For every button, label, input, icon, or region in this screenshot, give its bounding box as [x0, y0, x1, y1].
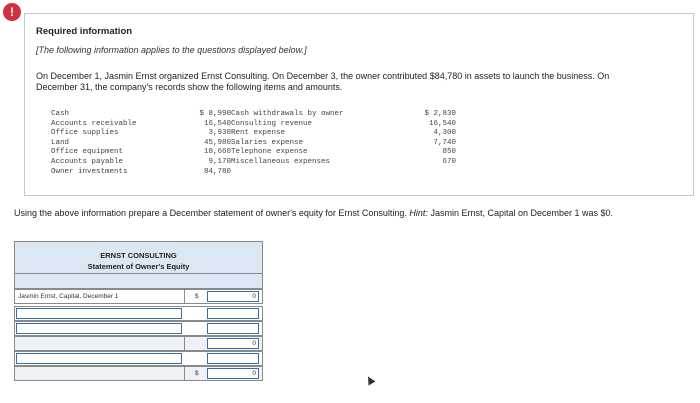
statement-header-gap [14, 274, 263, 289]
instructions-text: Using the above information prepare a December statement of owner's equity for Ernst Consulting. [14, 208, 410, 218]
ledger-item: Rent expense [231, 129, 286, 138]
ledger-item: Cash [51, 110, 70, 118]
ledger-value: 4,300 [433, 129, 456, 138]
statement-title: Statement of Owner's Equity [87, 262, 190, 271]
row-label-cell [15, 367, 185, 380]
required-information-card [24, 13, 694, 196]
ledger-item: Consulting revenue [231, 119, 313, 128]
ledger-value: $ 8,990 [199, 110, 231, 118]
statement-row [14, 321, 263, 336]
ledger-value: 84,780 [203, 167, 231, 176]
row-amount-cell [185, 352, 264, 365]
row-amount-cell [185, 290, 264, 303]
ledger-item: Accounts receivable [51, 119, 137, 128]
ledger-value: 3,930 [208, 129, 231, 138]
ledger-value: 16,540 [428, 119, 456, 128]
ledger-value: 16,540 [203, 119, 231, 128]
row-label: Jasmin Ernst, Capital, December 1 [18, 293, 119, 300]
ledger-value: 850 [442, 148, 456, 157]
ledger-item: Owner investments [51, 167, 128, 176]
info-title: Required information [36, 26, 133, 37]
instructions [14, 208, 614, 219]
row-amount-cell [185, 322, 264, 335]
amount-input[interactable] [207, 338, 259, 349]
ledger-item: Cash withdrawals by owner [231, 110, 344, 118]
amount-input[interactable] [207, 308, 259, 319]
ledger-value: 7,740 [433, 138, 456, 147]
row-amount-cell [185, 367, 264, 380]
ledger-right-values [411, 110, 456, 168]
ledger-value: $ 2,830 [424, 110, 456, 118]
alert-icon: ! [3, 3, 21, 21]
ledger-value: 45,980 [203, 138, 231, 147]
ledger-item: Miscellaneous expenses [231, 157, 331, 166]
statement-row [14, 366, 263, 381]
ledger-left-names [51, 110, 181, 177]
ledger-value: 9,170 [208, 157, 231, 166]
ledger-right-names [231, 110, 381, 168]
ledger-left-values [181, 110, 231, 177]
ledger-item: Land [51, 138, 70, 147]
label-dropdown[interactable] [16, 308, 182, 319]
label-dropdown[interactable] [16, 323, 182, 334]
row-amount-cell [185, 337, 264, 350]
amount-input[interactable] [207, 291, 259, 302]
statement-header [14, 241, 263, 274]
statement-row [14, 289, 263, 304]
ledger-value: 18,660 [203, 148, 231, 157]
ledger-value: 670 [442, 157, 456, 166]
statement-company: ERNST CONSULTING [100, 251, 177, 260]
mouse-cursor-icon [365, 375, 376, 386]
ledger-item: Office supplies [51, 129, 119, 138]
currency-symbol: $ [195, 370, 199, 377]
ledger-item: Accounts payable [51, 157, 124, 166]
ledger-item: Salaries expense [231, 138, 304, 147]
currency-symbol: $ [195, 293, 199, 300]
row-amount-cell [185, 307, 264, 320]
label-dropdown[interactable] [16, 353, 182, 364]
amount-input[interactable] [207, 368, 259, 379]
ledger-item: Telephone expense [231, 148, 308, 157]
info-subtitle: [The following information applies to the questions displayed below.] [36, 45, 307, 55]
statement-row [14, 351, 263, 366]
amount-input[interactable] [207, 323, 259, 334]
statement-row [14, 336, 263, 351]
ledger-item: Office equipment [51, 148, 124, 157]
hint-text: Jasmin Ernst, Capital on December 1 was $0. [427, 208, 614, 218]
amount-input[interactable] [207, 353, 259, 364]
statement-row [14, 306, 263, 321]
row-label-cell [15, 337, 185, 350]
hint-label: Hint: [409, 208, 428, 218]
info-body: On December 1, Jasmin Ernst organized Ernst Consulting. On December 3, the owner contributed $84,780 in assets to launch the business. On December 31, the company's records show the following items and amounts. [36, 71, 610, 92]
row-label-cell [15, 290, 185, 303]
